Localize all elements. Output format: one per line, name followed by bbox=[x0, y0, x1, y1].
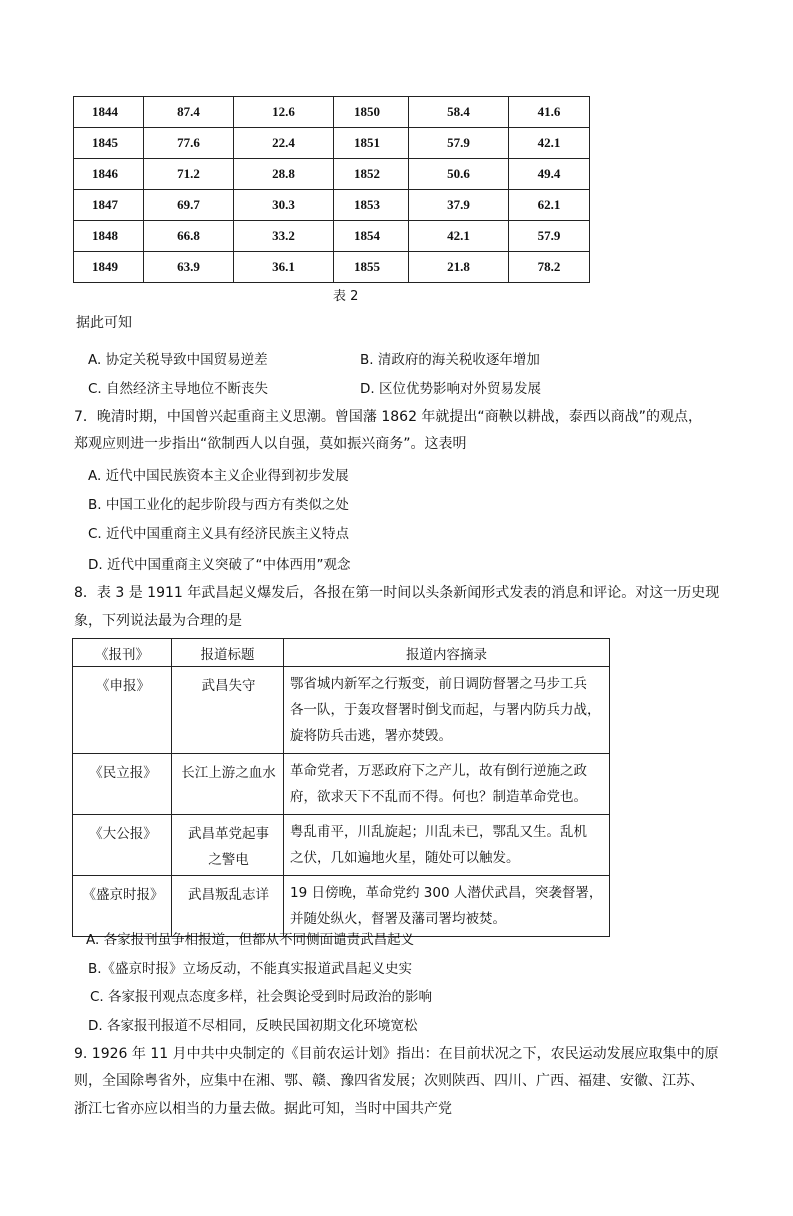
table-row bbox=[74, 190, 590, 221]
question-7-stem-line2: 郑观应则进一步指出“欲制西人以自强，莫如振兴商务”。这表明 bbox=[74, 436, 467, 452]
question-8-option-b[interactable]: B.《盛京时报》立场反动，不能真实报道武昌起义史实 bbox=[88, 961, 413, 977]
table-cell: 1851 bbox=[334, 128, 409, 159]
table-cell: 1850 bbox=[334, 97, 409, 128]
report-title-cell bbox=[172, 815, 284, 876]
paper-name: 《大公报》 bbox=[89, 826, 157, 842]
table-row bbox=[74, 221, 590, 252]
table-cell: 1849 bbox=[74, 252, 144, 283]
report-content-line: 鄂省城内新军之行叛变，前日调防督署之马步工兵 bbox=[290, 676, 587, 692]
table-cell: 28.8 bbox=[234, 159, 334, 190]
table-cell: 77.6 bbox=[144, 128, 234, 159]
question-7-option-b[interactable]: B. 中国工业化的起步阶段与西方有类似之处 bbox=[88, 497, 349, 513]
table-cell: 42.1 bbox=[409, 221, 509, 252]
question-8-stem-line2: 象，下列说法最为合理的是 bbox=[74, 613, 242, 629]
report-content-line: 19 日傍晚，革命党约 300 人潜伏武昌，突袭督署， bbox=[290, 885, 603, 901]
table-cell: 87.4 bbox=[144, 97, 234, 128]
question-7-option-c[interactable]: C. 近代中国重商主义具有经济民族主义特点 bbox=[88, 526, 350, 542]
table-cell: 57.9 bbox=[509, 221, 590, 252]
question-9-line2: 则，全国除粤省外，应集中在湘、鄂、赣、豫四省发展；次则陕西、四川、广西、福建、安徽、江苏、 bbox=[74, 1073, 704, 1089]
table-cell: 22.4 bbox=[234, 128, 334, 159]
table-cell: 49.4 bbox=[509, 159, 590, 190]
question-6-option-c[interactable]: C. 自然经济主导地位不断丧失 bbox=[88, 381, 269, 397]
paper-name-cell bbox=[73, 754, 172, 815]
table-cell: 1853 bbox=[334, 190, 409, 221]
table-row bbox=[73, 667, 610, 754]
report-content-line: 之伏，几如遍地火星，随处可以触发。 bbox=[290, 850, 520, 866]
report-content-line: 旋将防兵击逃，署亦焚毁。 bbox=[290, 728, 452, 744]
question-7-option-d[interactable]: D. 近代中国重商主义突破了“中体西用”观念 bbox=[88, 557, 351, 573]
table-cell: 1852 bbox=[334, 159, 409, 190]
header-paper: 《报刊》 bbox=[73, 639, 172, 667]
table-row bbox=[74, 97, 590, 128]
trade-data-table bbox=[73, 96, 590, 283]
table-cell: 33.2 bbox=[234, 221, 334, 252]
table-cell: 78.2 bbox=[509, 252, 590, 283]
question-8-option-d[interactable]: D. 各家报刊报道不尽相同，反映民国初期文化环境宽松 bbox=[88, 1018, 418, 1034]
table-cell: 62.1 bbox=[509, 190, 590, 221]
report-title-line: 长江上游之血水 bbox=[181, 765, 276, 781]
report-content-line: 并随处纵火，督署及藩司署均被焚。 bbox=[290, 911, 506, 927]
report-title-cell bbox=[172, 667, 284, 754]
report-content-cell bbox=[284, 815, 610, 876]
table-caption: 表 2 bbox=[333, 289, 359, 304]
report-title-line: 之警电 bbox=[208, 852, 249, 868]
question-6-stem: 据此可知 bbox=[76, 315, 132, 331]
table-cell: 37.9 bbox=[409, 190, 509, 221]
table-cell: 1855 bbox=[334, 252, 409, 283]
paper-name: 《盛京时报》 bbox=[82, 887, 164, 903]
question-8-option-a[interactable]: A. 各家报刊虽争相报道，但都从不同侧面谴责武昌起义 bbox=[86, 932, 415, 948]
question-6-option-a[interactable]: A. 协定关税导致中国贸易逆差 bbox=[88, 352, 268, 368]
paper-name-cell bbox=[73, 667, 172, 754]
paper-name: 《民立报》 bbox=[89, 765, 157, 781]
question-7-stem-line1: 7．晚清时期，中国曾兴起重商主义思潮。曾国藩 1862 年就提出“商鞅以耕战，泰西以商战”的观点， bbox=[74, 409, 702, 425]
header-content: 报道内容摘录 bbox=[284, 639, 610, 667]
question-6-option-b[interactable]: B. 清政府的海关税收逐年增加 bbox=[360, 352, 540, 368]
table-cell: 12.6 bbox=[234, 97, 334, 128]
table-row bbox=[74, 128, 590, 159]
table-cell: 36.1 bbox=[234, 252, 334, 283]
table-cell: 57.9 bbox=[409, 128, 509, 159]
table-cell: 50.6 bbox=[409, 159, 509, 190]
table-row bbox=[73, 754, 610, 815]
table-cell: 69.7 bbox=[144, 190, 234, 221]
table-cell: 1846 bbox=[74, 159, 144, 190]
report-content-line: 各一队，于轰攻督署时倒戈而起，与署内防兵力战， bbox=[290, 702, 601, 718]
table-row bbox=[74, 252, 590, 283]
report-content-cell bbox=[284, 667, 610, 754]
question-8-option-c[interactable]: C. 各家报刊观点态度多样，社会舆论受到时局政治的影响 bbox=[90, 989, 433, 1005]
table-row bbox=[74, 159, 590, 190]
table-cell: 41.6 bbox=[509, 97, 590, 128]
table-cell: 21.8 bbox=[409, 252, 509, 283]
question-8-stem-line1: 8．表 3 是 1911 年武昌起义爆发后，各报在第一时间以头条新闻形式发表的消息和评论。对这一历史现 bbox=[74, 585, 720, 601]
report-content-line: 粤乱甫平，川乱旋起；川乱未已，鄂乱又生。乱机 bbox=[290, 824, 587, 840]
paper-name-cell bbox=[73, 815, 172, 876]
table-cell: 63.9 bbox=[144, 252, 234, 283]
table-cell: 1844 bbox=[74, 97, 144, 128]
table-cell: 42.1 bbox=[509, 128, 590, 159]
question-7-option-a[interactable]: A. 近代中国民族资本主义企业得到初步发展 bbox=[88, 468, 349, 484]
table-row bbox=[73, 815, 610, 876]
table-cell: 71.2 bbox=[144, 159, 234, 190]
report-content-cell bbox=[284, 754, 610, 815]
table-cell: 66.8 bbox=[144, 221, 234, 252]
report-title-line: 武昌失守 bbox=[201, 678, 256, 694]
table-cell: 1847 bbox=[74, 190, 144, 221]
question-9-line1: 9. 1926 年 11 月中共中央制定的《目前农运计划》指出：在目前状况之下，农民运动发展应取集中的原 bbox=[74, 1046, 719, 1062]
table-cell: 1854 bbox=[334, 221, 409, 252]
header-title: 报道标题 bbox=[172, 639, 284, 667]
report-content-line: 革命党者，万恶政府下之产儿，故有倒行逆施之政 bbox=[290, 763, 587, 779]
question-6-option-d[interactable]: D. 区位优势影响对外贸易发展 bbox=[360, 381, 541, 397]
report-content-line: 府，欲求天下不乱而不得。何也？制造革命党也。 bbox=[290, 789, 587, 805]
question-9-line3: 浙江七省亦应以相当的力量去做。据此可知，当时中国共产党 bbox=[74, 1101, 452, 1117]
paper-name: 《申报》 bbox=[96, 678, 150, 694]
table-cell: 1848 bbox=[74, 221, 144, 252]
report-title-line: 武昌叛乱志详 bbox=[188, 887, 269, 903]
table-cell: 58.4 bbox=[409, 97, 509, 128]
report-title-cell bbox=[172, 754, 284, 815]
report-title-line: 武昌革党起事 bbox=[188, 826, 269, 842]
newspaper-report-table bbox=[72, 638, 610, 937]
table-cell: 1845 bbox=[74, 128, 144, 159]
table-cell: 30.3 bbox=[234, 190, 334, 221]
